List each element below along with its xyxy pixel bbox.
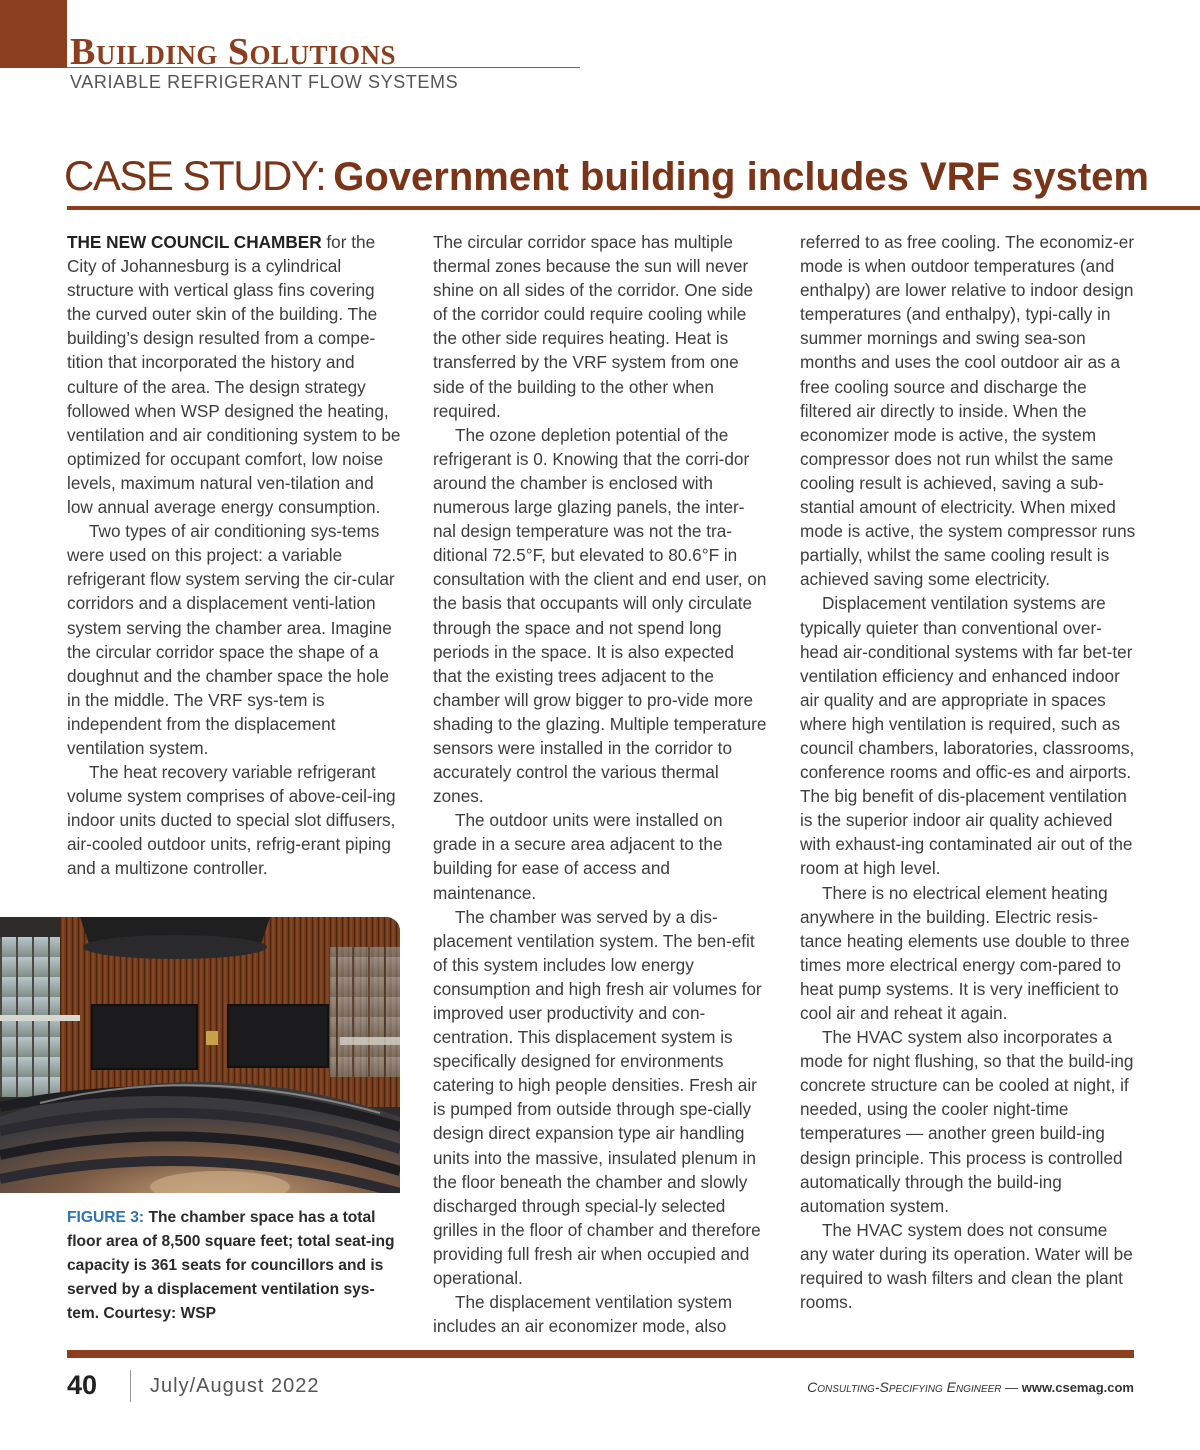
paragraph: There is no electrical element heating anywhere in the building. Electric resis-tance heating elements use double to three times more electrical energy com-pared to heat pump systems. It is very inefficient to cool air and reheat it again. <box>800 882 1130 1023</box>
header-accent-block <box>0 0 67 68</box>
chamber-photo <box>0 917 400 1193</box>
paragraph: The HVAC system also incorporates a mode for night flushing, so that the build-ing concrete structure can be cooled at night, if needed, using the cooler night-time temperatures — another green build-ing design principle. This process is controlled automatically through the build-ing automation system. <box>800 1027 1134 1216</box>
paragraph: The HVAC system does not consume any water during its operation. Water will be required to wash filters and clean the plant rooms. <box>800 1219 1133 1313</box>
paragraph: The ozone depletion potential of the refrigerant is 0. Knowing that the corri-dor around the chamber is enclosed with numerous large glazing panels, the inter-nal design temperature was not the tra-ditional 72.5°F, but elevated to 80.6°F in consultation with the client and end user, on the basis that occupants will only circulate through the space and not spend long periods in the space. It is also expected that the existing trees adjacent to the chamber will grow bigger to pro-vide more shading to the glazing. Multiple temperature sensors were installed in the corridor to accurately control the various thermal zones. <box>433 424 767 807</box>
article-column-2 <box>433 230 767 1338</box>
footer-divider <box>130 1370 131 1402</box>
paragraph: The outdoor units were installed on grade in a secure area adjacent to the building for ease of access and maintenance. <box>433 810 723 903</box>
headline-rule <box>67 206 1200 210</box>
paragraph: Two types of air conditioning sys-tems were used on this project: a variable refrigerant flow system serving the cir-cular corridors and a displacement venti-lation system serving the chamber area. Imagine the circular corridor space the shape of a doughnut and the chamber space the hole in the middle. The VRF sys-tem is independent from the displacement ventilation system. <box>67 521 395 758</box>
paragraph: The chamber was served by a dis-placement ventilation system. The ben-efit of this system includes low energy consumption and high fresh air volumes for improved user productivity and con-centration. This displacement system is specifically designed for environments catering to high people densities. Fresh air is pumped from outside through spe-cially design direct expansion type air handling units into the massive, insulated plenum in the floor beneath the chamber and slowly discharged through special-ly selected grilles in the floor of chamber and therefore providing full fresh air when occupied and operational. <box>433 906 762 1289</box>
publication-name: Consulting-Specifying Engineer <box>807 1379 1002 1395</box>
paragraph: The circular corridor space has multiple thermal zones because the sun will never shine on all sides of the corridor. One side of the corridor could require cooling while the other side requires heating. Heat is transferred by the VRF system from one side of the building to the other when required. <box>433 232 754 421</box>
figure-caption-text: The chamber space has a total floor area of 8,500 square feet; total seat-ing capacity is 361 seats for councillors and is served by a displacement ventilation sys-tem. Courtesy: WSP <box>67 1209 395 1322</box>
article-column-1 <box>67 230 403 881</box>
publication-separator: — <box>1001 1380 1022 1395</box>
paragraph-text: for the City of Johannesburg is a cylindrical structure with vertical glass fins covering the curved outer skin of the building. The building’s design resulted from a compe-tition that incorporated the history and culture of the area. The design strategy followed when WSP designed the heating, ventilation and air conditioning system to be optimized for occupant comfort, low noise levels, maximum natural ven-tilation and low annual average energy consumption. <box>67 232 401 518</box>
paragraph <box>67 230 403 519</box>
paragraph: Displacement ventilation systems are typically quieter than conventional over-head air-conditional systems with far bet-ter ventilation efficiency and enhanced indoor air quality and are appropriate in spaces where high ventilation is required, such as council chambers, laboratories, classrooms, conference rooms and offic-es and airports. The big benefit of dis-placement ventilation is the superior indoor air quality achieved with exhaust-ing contaminated air out of the room at high level. <box>800 593 1135 879</box>
figure-label: FIGURE 3: <box>67 1209 145 1226</box>
publication-credit <box>807 1377 1134 1398</box>
headline-lead: CASE STUDY: <box>64 152 326 199</box>
headline-main: Government building includes VRF system <box>333 155 1149 199</box>
section-title: Building Solutions <box>70 31 397 73</box>
article-headline <box>64 150 1200 202</box>
publication-url[interactable]: www.csemag.com <box>1021 1380 1134 1395</box>
page-number: 40 <box>67 1370 98 1400</box>
paragraph: The displacement ventilation system includes an air economizer mode, also <box>433 1292 733 1337</box>
paragraph: referred to as free cooling. The economiz-er mode is when outdoor temperatures (and enthalpy) are lower relative to indoor design temperatures (and enthalpy), typi-cally in summer mornings and swing sea-son months and uses the cool outdoor air as a free cooling source and discharge the filtered air directly to inside. When the economizer mode is active, the system compressor does not run whilst the same cooling result is achieved, saving a sub-stantial amount of electricity. When mixed mode is active, the system compressor runs partially, whilst the same cooling result is achieved saving some electricity. <box>800 232 1136 590</box>
paragraph: The heat recovery variable refrigerant volume system comprises of above-ceil-ing indoor units ducted to special slot diffusers, air-cooled outdoor units, refrig-erant piping and a multizone controller. <box>67 762 396 879</box>
lead-in-caps: THE NEW COUNCIL CHAMBER <box>67 232 322 252</box>
issue-date: July/August 2022 <box>150 1375 320 1397</box>
section-subtitle: VARIABLE REFRIGERANT FLOW SYSTEMS <box>70 72 459 92</box>
figure-caption <box>67 1206 400 1326</box>
article-column-3 <box>800 230 1136 1314</box>
footer-rule <box>67 1350 1134 1358</box>
